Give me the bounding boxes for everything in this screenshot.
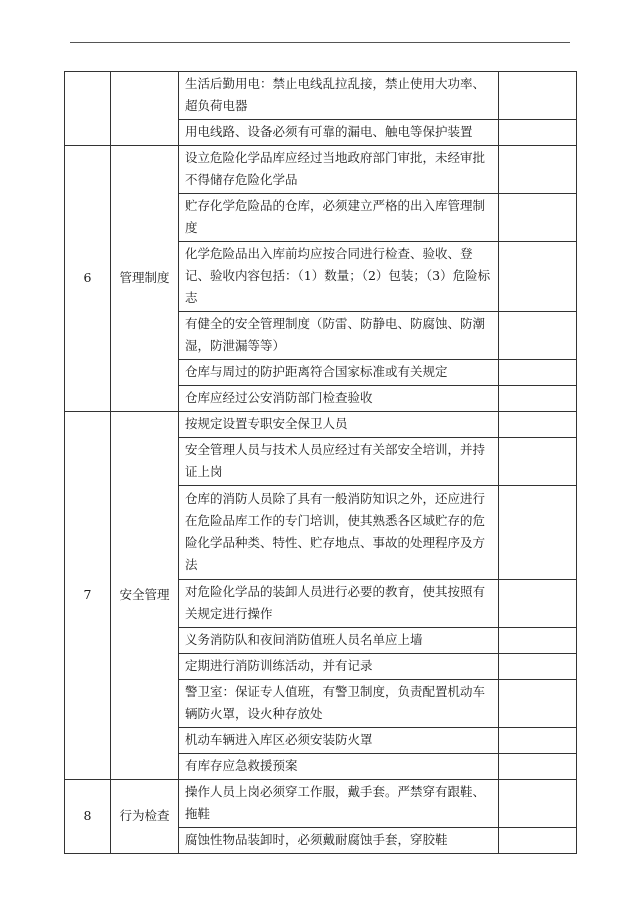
check-result-cell[interactable]: [499, 72, 577, 120]
section-number: 7: [65, 412, 111, 780]
check-result-cell[interactable]: [499, 360, 577, 386]
check-result-cell[interactable]: [499, 312, 577, 360]
check-item-text: 定期进行消防训练活动，并有记录: [179, 654, 499, 680]
check-result-cell[interactable]: [499, 680, 577, 728]
table-row: [65, 412, 577, 438]
check-result-cell[interactable]: [499, 728, 577, 754]
safety-checklist-table: [64, 71, 577, 854]
check-item-text: 义务消防队和夜间消防值班人员名单应上墙: [179, 628, 499, 654]
check-result-cell[interactable]: [499, 628, 577, 654]
check-item-text: 安全管理人员与技术人员应经过有关部安全培训，并持证上岗: [179, 438, 499, 486]
check-item-text: 按规定设置专职安全保卫人员: [179, 412, 499, 438]
check-item-text: 用电线路、设备必须有可靠的漏电、触电等保护装置: [179, 120, 499, 146]
check-item-text: 机动车辆进入库区必须安装防火罩: [179, 728, 499, 754]
check-item-text: 化学危险品出入库前均应按合同进行检查、验收、登记、验收内容包括：（1）数量；（2）包装；（3）危险标志: [179, 242, 499, 312]
check-result-cell[interactable]: [499, 654, 577, 680]
section-category: 行为检查: [111, 780, 179, 854]
check-item-text: 有健全的安全管理制度（防雷、防静电、防腐蚀、防潮湿，防泄漏等等）: [179, 312, 499, 360]
section-number: 6: [65, 146, 111, 412]
check-result-cell[interactable]: [499, 486, 577, 580]
check-item-text: 警卫室：保证专人值班，有警卫制度，负责配置机动车辆防火罩，设火种存放处: [179, 680, 499, 728]
check-item-text: 仓库与周过的防护距离符合国家标准或有关规定: [179, 360, 499, 386]
table-row: [65, 780, 577, 828]
check-item-text: 对危险化学品的装卸人员进行必要的教育，使其按照有关规定进行操作: [179, 580, 499, 628]
section-category: 管理制度: [111, 146, 179, 412]
check-item-text: 仓库应经过公安消防部门检查验收: [179, 386, 499, 412]
check-item-text: 有库存应急救援预案: [179, 754, 499, 780]
check-result-cell[interactable]: [499, 580, 577, 628]
table-row: [65, 146, 577, 194]
check-result-cell[interactable]: [499, 438, 577, 486]
check-result-cell[interactable]: [499, 780, 577, 828]
section-category: [111, 72, 179, 146]
check-result-cell[interactable]: [499, 754, 577, 780]
check-result-cell[interactable]: [499, 120, 577, 146]
check-result-cell[interactable]: [499, 146, 577, 194]
check-item-text: 生活后勤用电：禁止电线乱拉乱接，禁止使用大功率、超负荷电器: [179, 72, 499, 120]
section-number: [65, 72, 111, 146]
check-item-text: 腐蚀性物品装卸时，必须戴耐腐蚀手套，穿胶鞋: [179, 828, 499, 854]
page-header-rule: [70, 42, 570, 43]
table-row: [65, 72, 577, 120]
check-result-cell[interactable]: [499, 386, 577, 412]
check-result-cell[interactable]: [499, 242, 577, 312]
check-result-cell[interactable]: [499, 194, 577, 242]
check-item-text: 操作人员上岗必须穿工作服，戴手套。严禁穿有跟鞋、拖鞋: [179, 780, 499, 828]
check-item-text: 仓库的消防人员除了具有一般消防知识之外，还应进行在危险品库工作的专门培训，使其熟悉各区域贮存的危险化学品种类、特性、贮存地点、事故的处理程序及方法: [179, 486, 499, 580]
section-number: 8: [65, 780, 111, 854]
check-item-text: 设立危险化学品库应经过当地政府部门审批，未经审批不得储存危险化学品: [179, 146, 499, 194]
check-result-cell[interactable]: [499, 828, 577, 854]
section-category: 安全管理: [111, 412, 179, 780]
check-result-cell[interactable]: [499, 412, 577, 438]
check-item-text: 贮存化学危险品的仓库，必须建立严格的出入库管理制度: [179, 194, 499, 242]
